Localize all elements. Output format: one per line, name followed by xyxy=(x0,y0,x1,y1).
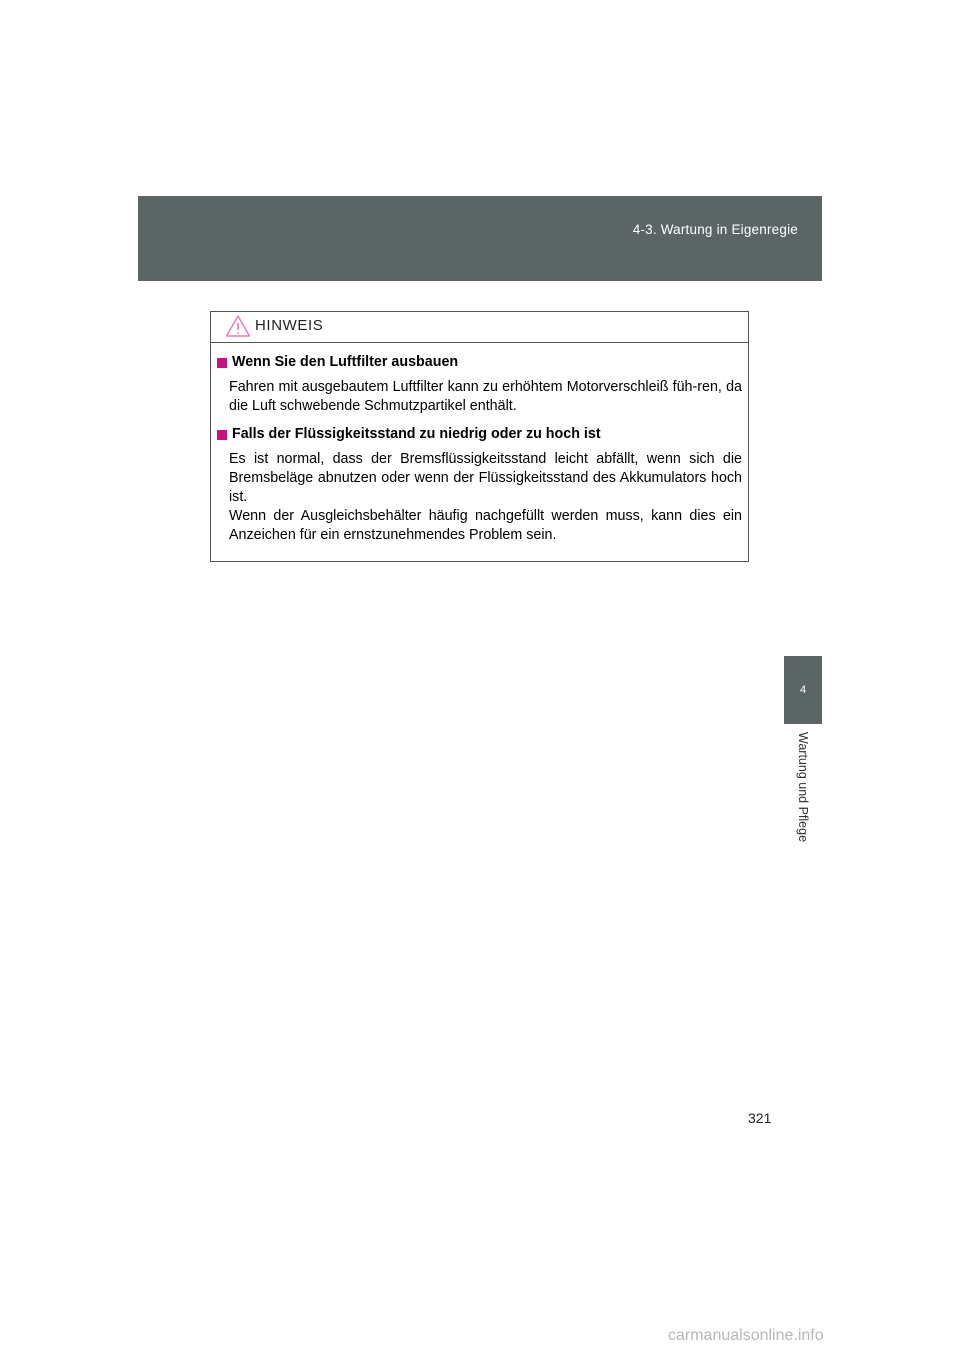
notice-title: HINWEIS xyxy=(255,317,324,334)
item-paragraph: Fahren mit ausgebautem Luftfilter kann zu erhöhtem Motorverschleiß füh-ren, da die Luft schwebende Schmutzpartikel enthält. xyxy=(229,379,742,414)
item-paragraph: Wenn der Ausgleichsbehälter häufig nachgefüllt werden muss, kann dies ein Anzeichen für ein ernstzunehmendes Problem sein. xyxy=(229,508,742,543)
bullet-square-icon xyxy=(217,358,227,368)
header-band xyxy=(138,196,822,281)
section-label: 4-3. Wartung in Eigenregie xyxy=(632,222,798,237)
item-heading xyxy=(217,425,742,444)
notice-box xyxy=(210,311,749,562)
bullet-square-icon xyxy=(217,430,227,440)
watermark: carmanualsonline.info xyxy=(668,1327,824,1344)
notice-body xyxy=(211,343,748,545)
item-heading-text: Falls der Flüssigkeitsstand zu niedrig oder zu hoch ist xyxy=(232,426,601,442)
page-number: 321 xyxy=(748,1110,772,1126)
item-heading-text: Wenn Sie den Luftfilter ausbauen xyxy=(232,354,459,370)
chapter-title: Wartung und Pflege xyxy=(796,732,810,843)
item-heading xyxy=(217,353,742,372)
item-paragraph: Es ist normal, dass der Bremsflüssigkeitsstand leicht abfällt, wenn sich die Bremsbeläge abnutzen oder wenn der Flüssigkeitsstand des Akkumulators hoch ist. xyxy=(229,451,742,505)
chapter-number: 4 xyxy=(799,684,807,696)
chapter-tab xyxy=(784,656,822,724)
warning-triangle-icon xyxy=(225,314,251,338)
notice-header xyxy=(211,312,748,343)
